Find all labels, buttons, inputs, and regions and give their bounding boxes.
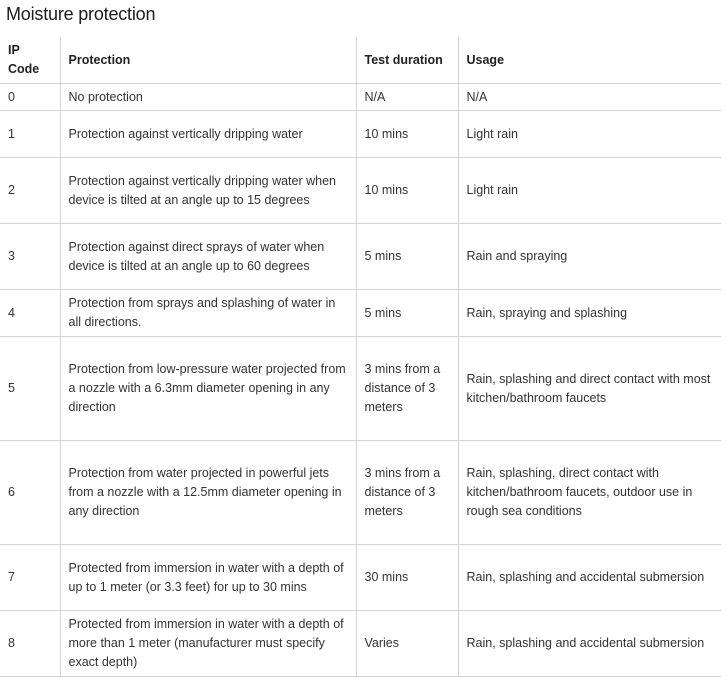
cell-ip-code: 3 <box>0 224 60 290</box>
header-test-duration: Test duration <box>356 37 458 84</box>
cell-ip-code: 1 <box>0 111 60 158</box>
table-row <box>0 111 721 158</box>
cell-ip-code: 8 <box>0 611 60 677</box>
cell-test-duration: 10 mins <box>356 111 458 158</box>
cell-test-duration: N/A <box>356 84 458 111</box>
cell-usage: Rain, splashing and accidental submersion <box>458 611 721 677</box>
header-protection: Protection <box>60 37 356 84</box>
cell-protection: No protection <box>60 84 356 111</box>
cell-protection: Protection from low-pressure water projected from a nozzle with a 6.3mm diameter opening in any direction <box>60 337 356 441</box>
cell-usage: Light rain <box>458 111 721 158</box>
cell-usage: Rain, splashing, direct contact with kitchen/bathroom faucets, outdoor use in rough sea conditions <box>458 441 721 545</box>
cell-protection: Protection against direct sprays of water when device is tilted at an angle up to 60 degrees <box>60 224 356 290</box>
table-row <box>0 337 721 441</box>
cell-ip-code: 2 <box>0 158 60 224</box>
cell-test-duration: 3 mins from a distance of 3 meters <box>356 337 458 441</box>
table-row <box>0 545 721 611</box>
cell-protection: Protection from water projected in powerful jets from a nozzle with a 12.5mm diameter opening in any direction <box>60 441 356 545</box>
cell-ip-code: 0 <box>0 84 60 111</box>
cell-usage: Rain, spraying and splashing <box>458 290 721 337</box>
table-row <box>0 84 721 111</box>
table-row <box>0 441 721 545</box>
cell-protection: Protected from immersion in water with a depth of up to 1 meter (or 3.3 feet) for up to 30 mins <box>60 545 356 611</box>
cell-usage: Rain and spraying <box>458 224 721 290</box>
cell-ip-code: 7 <box>0 545 60 611</box>
table-header-row <box>0 37 721 84</box>
cell-ip-code: 6 <box>0 441 60 545</box>
table-row <box>0 290 721 337</box>
cell-test-duration: 5 mins <box>356 224 458 290</box>
page-title: Moisture protection <box>6 4 156 24</box>
table-row <box>0 158 721 224</box>
cell-test-duration: 30 mins <box>356 545 458 611</box>
cell-usage: N/A <box>458 84 721 111</box>
cell-protection: Protection from sprays and splashing of water in all directions. <box>60 290 356 337</box>
cell-test-duration: 5 mins <box>356 290 458 337</box>
table-row <box>0 224 721 290</box>
moisture-protection-table <box>0 37 721 677</box>
cell-protection: Protected from immersion in water with a depth of more than 1 meter (manufacturer must specify exact depth) <box>60 611 356 677</box>
header-usage: Usage <box>458 37 721 84</box>
cell-protection: Protection against vertically dripping water when device is tilted at an angle up to 15 degrees <box>60 158 356 224</box>
cell-usage: Rain, splashing and direct contact with most kitchen/bathroom faucets <box>458 337 721 441</box>
cell-test-duration: 10 mins <box>356 158 458 224</box>
cell-ip-code: 5 <box>0 337 60 441</box>
cell-usage: Rain, splashing and accidental submersion <box>458 545 721 611</box>
header-ip-code: IP Code <box>0 37 60 84</box>
cell-test-duration: 3 mins from a distance of 3 meters <box>356 441 458 545</box>
cell-protection: Protection against vertically dripping water <box>60 111 356 158</box>
cell-test-duration: Varies <box>356 611 458 677</box>
cell-ip-code: 4 <box>0 290 60 337</box>
table-row <box>0 611 721 677</box>
cell-usage: Light rain <box>458 158 721 224</box>
